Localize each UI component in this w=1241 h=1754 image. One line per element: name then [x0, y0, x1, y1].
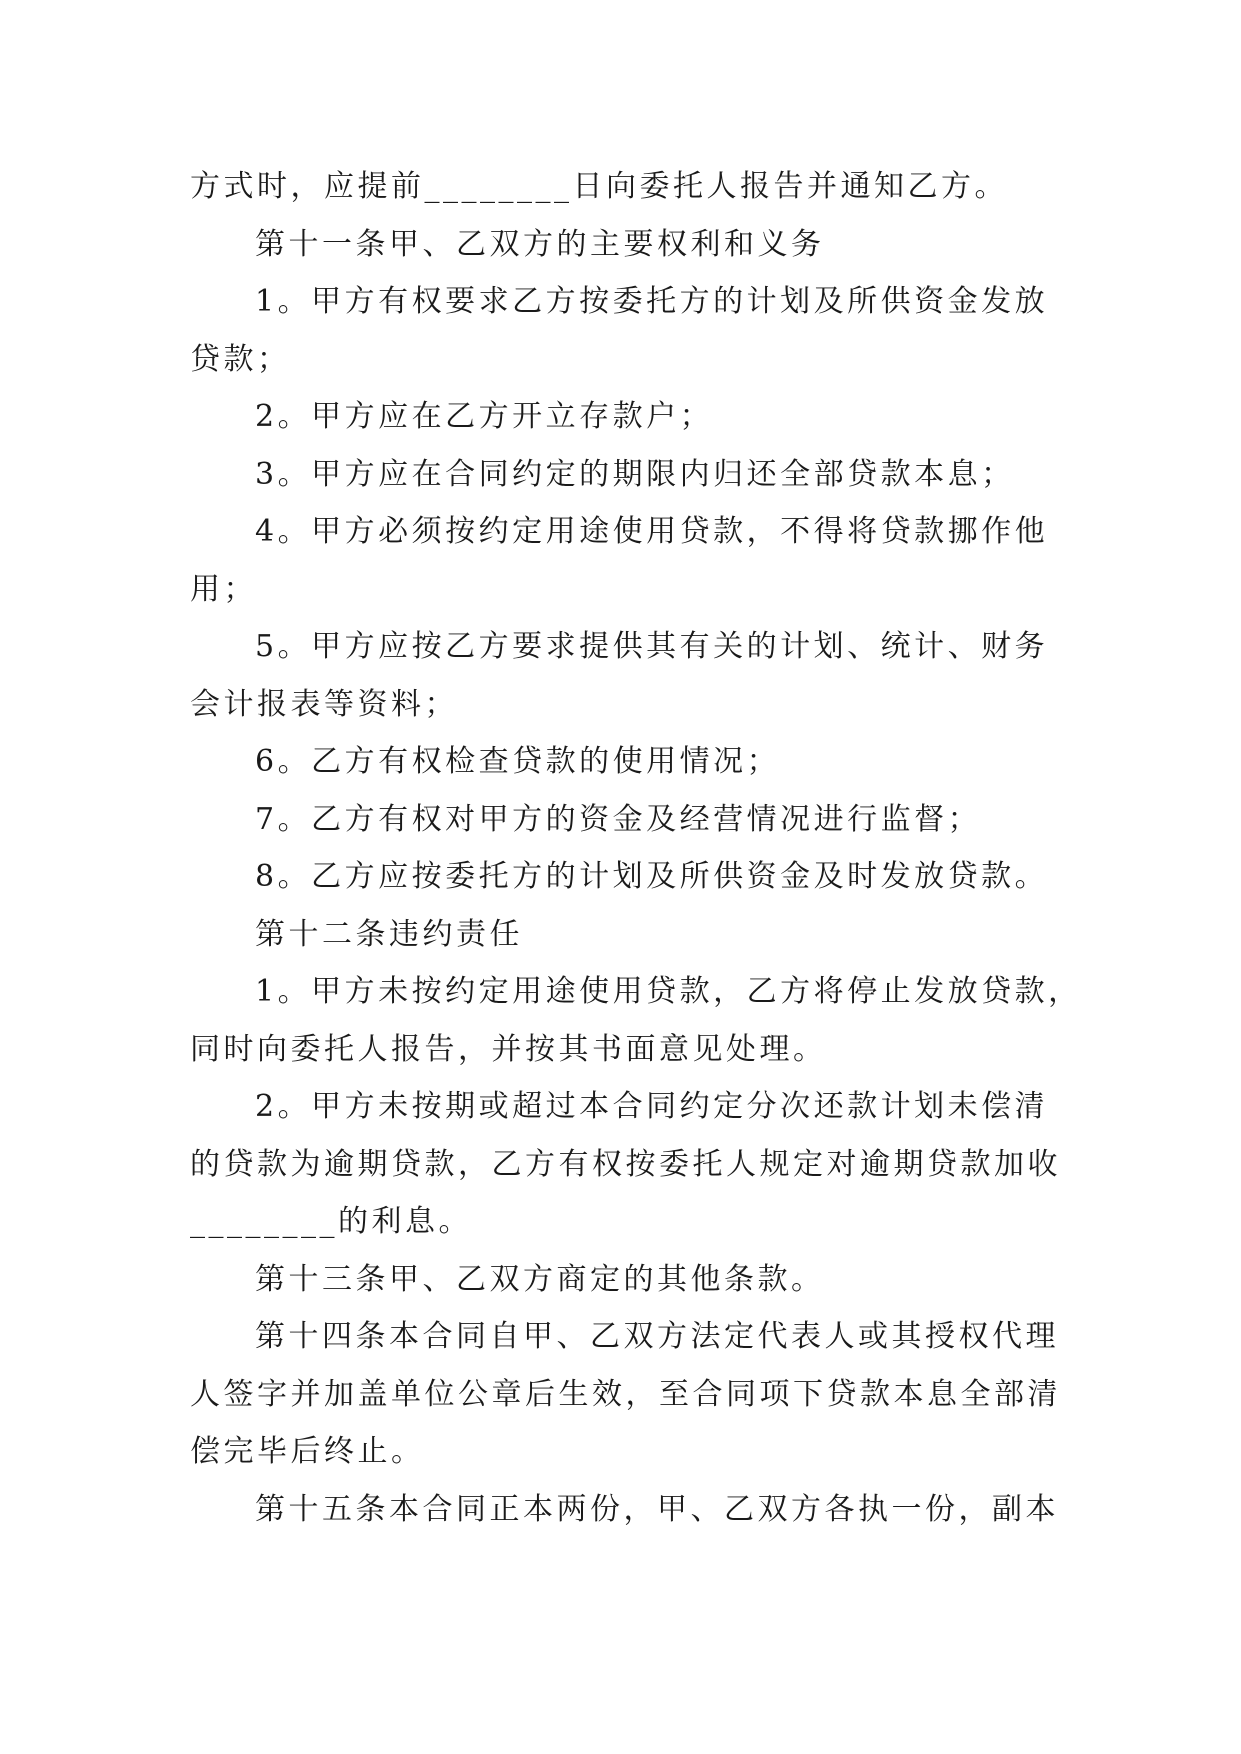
- paragraph-line: 同时向委托人报告，并按其书面意见处理。: [190, 1031, 827, 1067]
- paragraph-line: 6。乙方有权检查贷款的使用情况；: [255, 744, 781, 779]
- document-body: [190, 158, 1082, 1538]
- paragraph-line: 5。甲方应按乙方要求提供其有关的计划、统计、财务: [255, 629, 1049, 664]
- paragraph-line: 1。甲方有权要求乙方按委托方的计划及所供资金发放: [255, 284, 1049, 319]
- paragraph-line: 2。甲方应在乙方开立存款户；: [255, 399, 714, 434]
- article-15-heading: 第十五条本合同正本两份，甲、乙双方各执一份，副本: [255, 1491, 1059, 1527]
- paragraph-line: 偿完毕后终止。: [190, 1434, 425, 1469]
- paragraph-line: 2。甲方未按期或超过本合同约定分次还款计划未偿清: [255, 1089, 1049, 1124]
- paragraph-line: 会计报表等资料；: [190, 686, 458, 722]
- article-12-heading: 第十二条违约责任: [255, 916, 523, 952]
- paragraph-line: 人签字并加盖单位公章后生效，至合同项下贷款本息全部清: [190, 1376, 1061, 1412]
- paragraph-line: 用；: [190, 571, 257, 607]
- paragraph-line: 1。甲方未按约定用途使用贷款，乙方将停止发放贷款，: [255, 974, 1082, 1009]
- paragraph-line: ________的利息。: [190, 1204, 472, 1239]
- paragraph-line: 7。乙方有权对甲方的资金及经营情况进行监督；: [255, 801, 982, 837]
- article-14-heading: 第十四条本合同自甲、乙双方法定代表人或其授权代理: [255, 1319, 1059, 1354]
- paragraph-line: 3。甲方应在合同约定的期限内归还全部贷款本息；: [255, 456, 1015, 492]
- paragraph-line: 方式时，应提前________日向委托人报告并通知乙方。: [190, 169, 1008, 204]
- paragraph-line: 的贷款为逾期贷款，乙方有权按委托人规定对逾期贷款加收: [190, 1146, 1061, 1182]
- article-11-heading: 第十一条甲、乙双方的主要权利和义务: [255, 226, 825, 262]
- paragraph-line: 贷款；: [190, 341, 291, 377]
- paragraph-line: 8。乙方应按委托方的计划及所供资金及时发放贷款。: [255, 859, 1049, 894]
- paragraph-line: 4。甲方必须按约定用途使用贷款，不得将贷款挪作他: [255, 514, 1049, 549]
- article-13-heading: 第十三条甲、乙双方商定的其他条款。: [255, 1261, 825, 1297]
